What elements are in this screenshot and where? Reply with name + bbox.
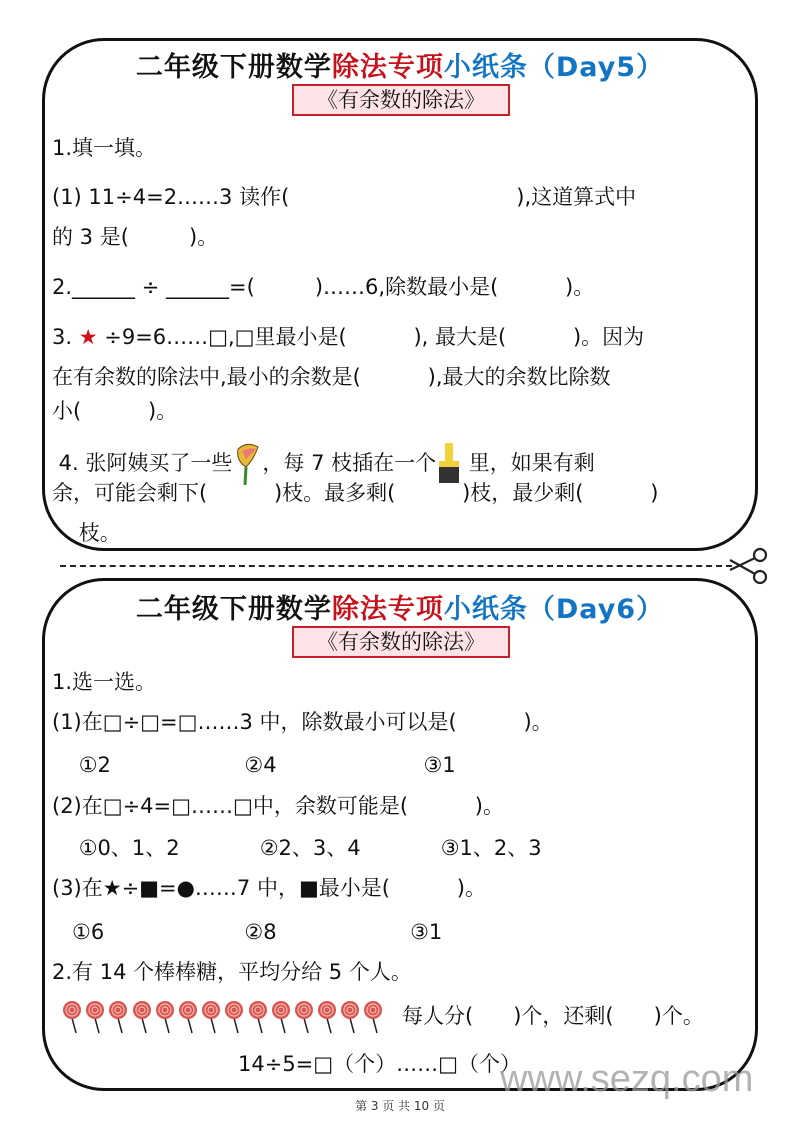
q4-text-c: 里，如果有剩 bbox=[462, 451, 595, 475]
title-black: 二年级下册数学 bbox=[135, 52, 332, 83]
card1-title bbox=[0, 45, 800, 84]
c2-q2-heading: 2.有 14 个棒棒糖，平均分给 5 个人。 bbox=[52, 960, 412, 984]
q3-line2: 在有余数的除法中,最小的余数是( ),最大的余数比除数 bbox=[52, 365, 611, 389]
cut-line bbox=[60, 565, 732, 567]
scissors-icon bbox=[728, 546, 770, 586]
c2-q2-equation: 14÷5=□（个）……□（个） bbox=[238, 1052, 521, 1076]
lollipop-icon bbox=[201, 1000, 223, 1038]
q3-line3: 小( )。 bbox=[52, 399, 178, 423]
title-blue: 小纸条（Day5） bbox=[443, 52, 665, 83]
lollipop-icon bbox=[178, 1000, 200, 1038]
lollipop-icon bbox=[340, 1000, 362, 1038]
lollipop-row bbox=[62, 1000, 385, 1038]
lollipop-icon bbox=[294, 1000, 316, 1038]
lollipop-icon bbox=[108, 1000, 130, 1038]
title-blue: 小纸条（Day6） bbox=[443, 594, 665, 625]
q1-1-line2: 的 3 是( )。 bbox=[52, 225, 219, 249]
c2-q1-2: (2)在□÷4=□……□中，余数可能是( )。 bbox=[52, 794, 504, 818]
lollipop-icon bbox=[85, 1000, 107, 1038]
c2-q1-heading: 1.选一选。 bbox=[52, 670, 157, 694]
watermark: www.sezq.com bbox=[500, 1058, 754, 1100]
card1-subtitle: 《有余数的除法》 bbox=[292, 84, 510, 116]
q3-number: 3. bbox=[52, 325, 79, 349]
star-icon: ★ bbox=[78, 325, 105, 349]
c2-q2-blanks: 每人分( )个，还剩( )个。 bbox=[402, 1004, 704, 1028]
lollipop-icon bbox=[155, 1000, 177, 1038]
lollipop-icon bbox=[224, 1000, 246, 1038]
q4-line3: 枝。 bbox=[52, 521, 121, 545]
card2-subtitle: 《有余数的除法》 bbox=[292, 626, 510, 658]
lollipop-icon bbox=[62, 1000, 84, 1038]
c2-q1-3: (3)在★÷■=●……7 中，■最小是( )。 bbox=[52, 876, 486, 900]
lollipop-icon bbox=[363, 1000, 385, 1038]
title-red: 除法专项 bbox=[331, 594, 444, 625]
c2-q1-1: (1)在□÷□=□……3 中，除数最小可以是( )。 bbox=[52, 710, 553, 734]
q4-text-b: ，每 7 枝插在一个 bbox=[262, 451, 437, 475]
q1-heading: 1.填一填。 bbox=[52, 136, 157, 160]
c2-q1-1-options: ①2 ②4 ③1 bbox=[52, 753, 456, 777]
lollipop-icon bbox=[248, 1000, 270, 1038]
q3-text: ÷9=6……□,□里最小是( ), 最大是( )。因为 bbox=[104, 325, 645, 349]
lollipop-icon bbox=[132, 1000, 154, 1038]
lollipop-icon bbox=[317, 1000, 339, 1038]
page-footer: 第 3 页 共 10 页 bbox=[355, 1099, 445, 1113]
title-black: 二年级下册数学 bbox=[135, 594, 332, 625]
c2-q1-3-options: ①6 ②8 ③1 bbox=[52, 920, 443, 944]
q4-text-a: 4. 张阿姨买了一些 bbox=[52, 451, 233, 475]
lollipop-icon bbox=[271, 1000, 293, 1038]
q2-line: 2.______ ÷ ______=( )……6,除数最小是( )。 bbox=[52, 275, 595, 299]
q1-1-line1: (1) 11÷4=2……3 读作( ),这道算式中 bbox=[52, 185, 637, 209]
card2-title bbox=[0, 587, 800, 626]
q3-line1 bbox=[52, 323, 644, 351]
c2-q1-2-options: ①0、1、2 ②2、3、4 ③1、2、3 bbox=[52, 836, 542, 860]
q4-line2: 余，可能会剩下( )枝。最多剩( )枝，最少剩( ) bbox=[52, 481, 659, 505]
title-red: 除法专项 bbox=[331, 52, 444, 83]
